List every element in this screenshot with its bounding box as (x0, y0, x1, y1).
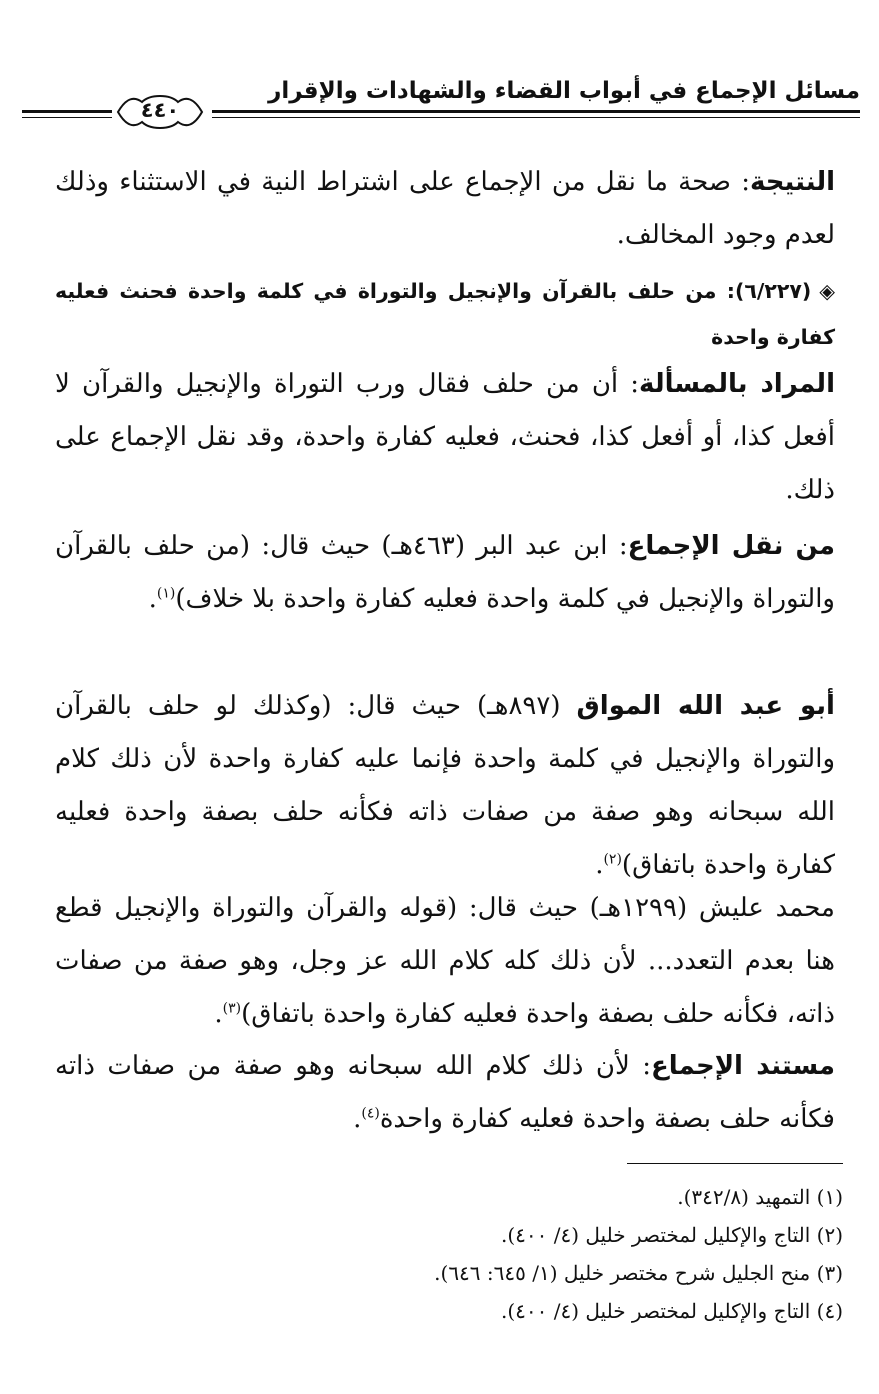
issue-number: (٦/٢٢٧): (726, 279, 812, 303)
main-text (55, 156, 835, 262)
header-rule-left-top (22, 110, 112, 113)
footnote-ref-2[interactable]: (٢) (603, 851, 622, 868)
running-title: مسائل الإجماع في أبواب القضاء والشهادات والإقرار (268, 78, 860, 104)
footnote-ref-3[interactable]: (٣) (222, 1000, 242, 1017)
basis-text: : لأن ذلك كلام الله سبحانه وهو صفة من صفات ذاته فكأنه حلف بصفة واحدة فعليه كفارة واحدة (55, 1051, 835, 1134)
meaning-paragraph (55, 358, 835, 517)
result-lead: النتيجة (749, 167, 835, 197)
illaysh-lead: محمد عليش (698, 893, 835, 923)
header-rule-right-bottom (212, 117, 860, 118)
footnote-ref-4[interactable]: (٤) (361, 1105, 380, 1122)
page-header (22, 70, 860, 132)
issue-title: من حلف بالقرآن والإنجيل والتوراة في كلمة واحدة فحنث فعليه كفارة واحدة (55, 279, 835, 349)
footnote-4: (٤) التاج والإكليل لمختصر خليل (٤/ ٤٠٠). (500, 1299, 843, 1323)
basis-lead: مستند الإجماع (651, 1051, 836, 1081)
illaysh-block (55, 882, 835, 1041)
basis-paragraph: مستند الإجماع: لأن ذلك كلام الله سبحانه وهو صفة من صفات ذاته فكأنه حلف بصفة واحدة فعليه كفارة واحدة$^{(٤)}$. (55, 1051, 836, 1134)
meaning-lead: المراد بالمسألة (639, 369, 835, 399)
transmitter-lead: من نقل الإجماع (627, 531, 835, 561)
mawwaq-block (55, 680, 835, 892)
page-number: ٤٤٠ (140, 98, 180, 122)
footnote-1: (١) التمهيد (٣٤٢/٨). (677, 1185, 843, 1209)
page-number-ornament (112, 92, 208, 132)
mawwaq-paragraph: أبو عبد الله المواق (٨٩٧هـ) حيث قال: (وكذلك لو حلف بالقرآن والتوراة والإنجيل في كلمة واحدة فإنما عليه كفارة واحدة لأن ذلك كلام الله سبحانه وهو صفة من صفات ذاته فكأنه حلف بصفة واحدة فعليه كفارة واحدة باتفاق)$^{(٢)}$. (55, 691, 835, 880)
transmitter-text: : ابن عبد البر (٤٦٣هـ) حيث قال: (من حلف بالقرآن والتوراة والإنجيل في كلمة واحدة فعليه كفارة واحدة بلا خلاف) (55, 531, 835, 614)
meaning-block (55, 358, 835, 517)
header-rule-right-top (212, 110, 860, 113)
result-text: : صحة ما نقل من الإجماع على اشتراط النية في الاستثناء وذلك لعدم وجود المخالف. (55, 167, 835, 250)
footnote-3: (٣) منح الجليل شرح مختصر خليل (١/ ٦٤٥: ٦٤٦). (434, 1261, 843, 1285)
illaysh-paragraph: محمد عليش (١٢٩٩هـ) حيث قال: (قوله والقرآن والتوراة والإنجيل قطع هنا بعدم التعدد... لأن ذلك كله كلام الله عز وجل، وهو صفة من صفات ذاته، فكأنه حلف بصفة واحدة فعليه كفارة واحدة باتفاق)$^{(٣)}$. (55, 893, 835, 1029)
diamond-bullet-icon: ◈ (819, 279, 836, 303)
footnote-separator (627, 1163, 843, 1164)
footnotes (200, 1178, 843, 1330)
issue-heading (55, 268, 835, 360)
transmitter-paragraph: من نقل الإجماع: ابن عبد البر (٤٦٣هـ) حيث قال: (من حلف بالقرآن والتوراة والإنجيل في كلمة واحدة فعليه كفارة واحدة بلا خلاف)$^{(١)}$. (55, 531, 835, 614)
footnote-ref-1[interactable]: (١) (156, 585, 176, 602)
illaysh-text: (١٢٩٩هـ) حيث قال: (قوله والقرآن والتوراة والإنجيل قطع هنا بعدم التعدد... لأن ذلك كله كلام الله عز وجل، وهو صفة من صفات ذاته، فكأنه حلف بصفة واحدة فعليه كفارة واحدة باتفاق) (55, 893, 835, 1029)
mawwaq-lead: أبو عبد الله المواق (576, 691, 835, 721)
basis-block (55, 1040, 835, 1146)
transmitter-block (55, 520, 835, 626)
footnote-2: (٢) التاج والإكليل لمختصر خليل (٤/ ٤٠٠). (500, 1223, 843, 1247)
mawwaq-text: (٨٩٧هـ) حيث قال: (وكذلك لو حلف بالقرآن والتوراة والإنجيل في كلمة واحدة فإنما عليه كفارة واحدة لأن ذلك كلام الله سبحانه وهو صفة من صفات ذاته فكأنه حلف بصفة واحدة فعليه كفارة واحدة باتفاق) (55, 691, 835, 880)
header-rule-left-bottom (22, 117, 112, 118)
meaning-text: : أن من حلف فقال ورب التوراة والإنجيل والقرآن لا أفعل كذا، أو أفعل كذا، فحنث، فعليه كفارة واحدة، وقد نقل الإجماع على ذلك. (55, 369, 835, 505)
result-paragraph (55, 156, 835, 262)
